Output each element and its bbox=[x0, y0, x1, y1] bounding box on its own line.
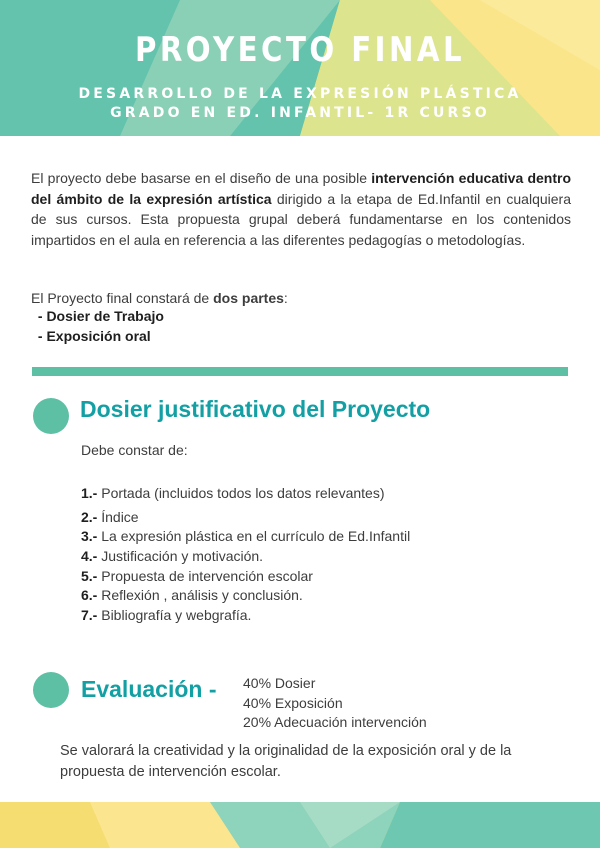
item-number: 4.- bbox=[81, 548, 98, 565]
item-number: 1.- bbox=[81, 485, 98, 501]
page-subtitle-line2: GRADO EN ED. INFANTIL- 1R CURSO bbox=[110, 105, 490, 121]
list-item: 20% Adecuación intervención bbox=[243, 714, 427, 730]
dosier-list bbox=[81, 484, 410, 626]
item-text: Justificación y motivación. bbox=[97, 548, 264, 565]
page-subtitle-line1: DESARROLLO DE LA EXPRESIÓN PLÁSTICA bbox=[78, 86, 522, 102]
intro-text-before: El proyecto debe basarse en el diseño de una posible bbox=[31, 170, 372, 186]
bullet-circle-icon bbox=[33, 398, 69, 434]
evaluacion-heading: Evaluación - bbox=[81, 676, 217, 702]
item-text: Propuesta de intervención escolar bbox=[97, 567, 313, 584]
item-number: 6.- bbox=[81, 587, 98, 604]
page-title: PROYECTO FINAL bbox=[134, 30, 466, 70]
evaluacion-list bbox=[243, 674, 427, 733]
section-divider bbox=[32, 367, 568, 376]
intro-paragraph bbox=[31, 168, 571, 250]
parts-line bbox=[31, 288, 288, 308]
list-item bbox=[81, 484, 410, 504]
list-item: 40% Dosier bbox=[243, 675, 316, 691]
list-item: 40% Exposición bbox=[243, 694, 343, 711]
item-number: 5.- bbox=[81, 567, 98, 584]
header-banner bbox=[0, 0, 600, 136]
item-number: 2.- bbox=[81, 508, 98, 525]
intro-bold: intervención educativa dentro del ámbito de la expresión artística bbox=[31, 170, 571, 207]
list-item bbox=[81, 508, 410, 528]
parts-bold: dos partes bbox=[213, 290, 284, 306]
item-number: 3.- bbox=[81, 528, 98, 545]
item-text: Índice bbox=[97, 508, 139, 525]
parts-colon: : bbox=[283, 290, 288, 306]
dosier-heading: Dosier justificativo del Proyecto bbox=[80, 396, 431, 422]
list-item bbox=[81, 606, 410, 626]
parts-list bbox=[34, 306, 164, 346]
item-text: La expresión plástica en el currículo de Ed.Infantil bbox=[97, 528, 411, 545]
item-text: Reflexión , análisis y conclusión. bbox=[97, 587, 303, 604]
list-item bbox=[81, 547, 410, 567]
intro-text-after: dirigido a la etapa de Ed.Infantil en cualquiera de sus cursos. Esta propuesta grupal deberá fundamentarse en los contenidos impartidos en el aula en referencia a las diferentes pedagogías o metodologías. bbox=[31, 190, 571, 248]
list-item: - Dosier de Trabajo bbox=[34, 308, 164, 324]
item-text: Portada (incluidos todos los datos relevantes) bbox=[97, 485, 385, 501]
item-text: Bibliografía y webgrafía. bbox=[97, 607, 252, 624]
bullet-circle-icon bbox=[33, 672, 69, 708]
list-item bbox=[81, 527, 410, 547]
list-item bbox=[81, 586, 410, 606]
list-item: - Exposición oral bbox=[34, 328, 151, 344]
parts-text: El Proyecto final constará de bbox=[31, 290, 214, 306]
list-item bbox=[81, 567, 410, 587]
footer-background bbox=[0, 802, 600, 848]
item-number: 7.- bbox=[81, 607, 98, 624]
footer-banner bbox=[0, 802, 600, 848]
closing-paragraph: Se valorará la creatividad y la originalidad de la exposición oral y de la propuesta de intervención escolar. bbox=[60, 743, 512, 780]
dosier-intro: Debe constar de: bbox=[81, 442, 188, 458]
